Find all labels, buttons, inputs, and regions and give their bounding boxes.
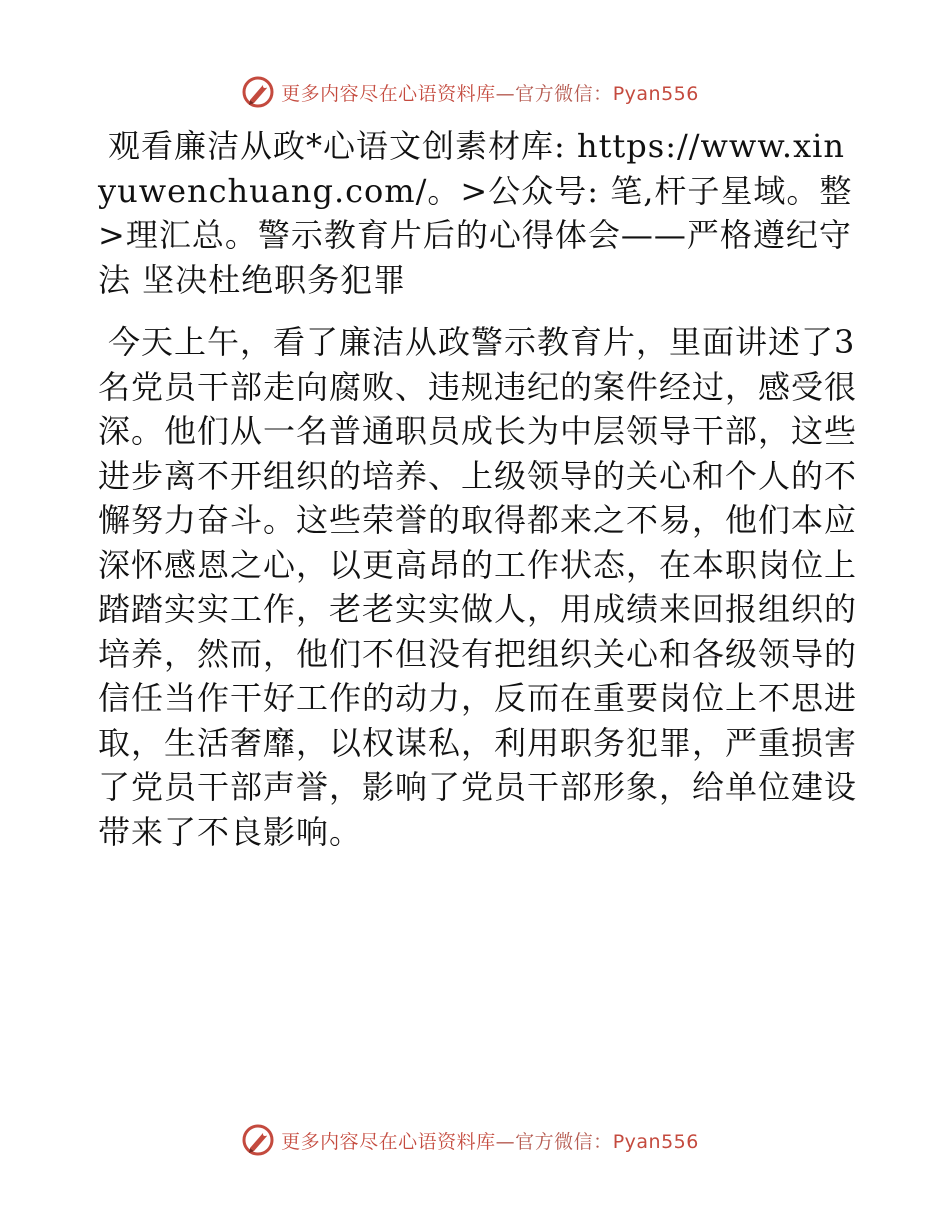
header-banner-text (281, 79, 699, 106)
pen-circle-logo-icon (241, 75, 275, 109)
footer-banner-text (281, 1127, 699, 1154)
pen-circle-logo-icon (241, 1123, 275, 1157)
contact-label: 官方微信： (515, 82, 613, 105)
paragraph-body: 今天上午，看了廉洁从政警示教育片，里面讲述了3名党员干部走向腐败、违规违纪的案件经过，感受很深。他们从一名普通职员成长为中层领导干部，这些进步离不开组织的培养、上级领导的关心和个人的不懈努力奋斗。这些荣誉的取得都来之不易，他们本应深怀感恩之心，以更高昂的工作状态，在本职岗位上踏踏实实工作，老老实实做人，用成绩来回报组织的培养，然而，他们不但没有把组织关心和各级领导的信任当作干好工作的动力，反而在重要岗位上不思进取，生活奢靡，以权谋私，利用职务犯罪，严重损害了党员干部声誉，影响了党员干部形象，给单位建设带来了不良影响。 (98, 323, 858, 851)
contact-label: 官方微信： (515, 1130, 613, 1153)
wechat-id: Pyan556 (612, 82, 699, 105)
header-banner (0, 72, 950, 112)
brand-text: 更多内容尽在心语资料库 (281, 1130, 496, 1153)
separator: — (495, 82, 516, 105)
document-body (98, 124, 858, 854)
brand-text: 更多内容尽在心语资料库 (281, 82, 496, 105)
wechat-id: Pyan556 (612, 1130, 699, 1153)
paragraph-title: 观看廉洁从政*心语文创素材库: https://www.xinyuwenchuang.com/。>公众号: 笔,杆子星域。整>理汇总。警示教育片后的心得体会——严格遵纪守法 坚决杜绝职务犯罪 (98, 127, 853, 299)
header-banner-inner (241, 75, 699, 109)
footer-banner-inner (241, 1123, 699, 1157)
separator: — (495, 1130, 516, 1153)
footer-banner (0, 1120, 950, 1160)
